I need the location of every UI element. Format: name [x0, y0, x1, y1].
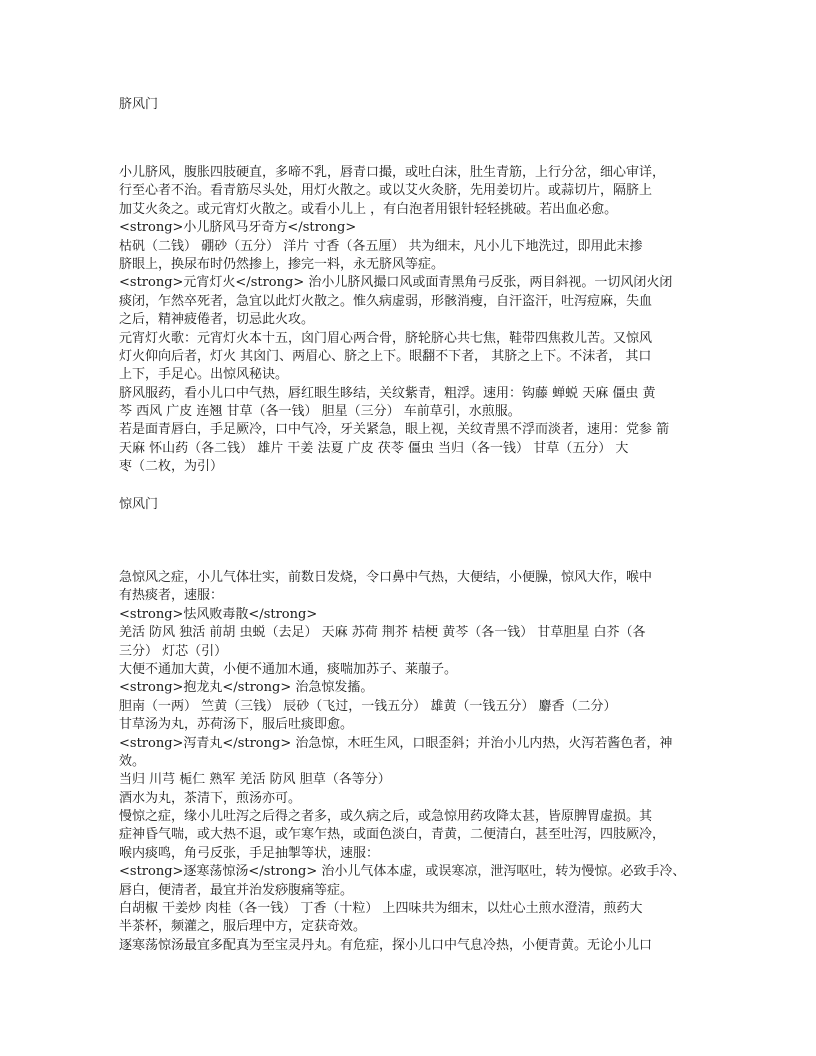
- text-line: 酒水为丸，茶清下，煎汤亦可。: [119, 790, 302, 806]
- text-line: 慢惊之症，缘小儿吐泻之后得之者多，或久病之后，或急惊用药攻降太甚，皆原脾胃虚损。其: [119, 809, 653, 825]
- text-line: 唇白，便清者，最宜并治发痧腹痛等症。: [119, 882, 354, 898]
- text-line: 逐寒荡惊汤最宜多配真为至宝灵丹丸。有危症，探小儿口中气息冷热，小便青黄。无论小儿口: [119, 937, 653, 953]
- text-line: 白胡椒 干姜炒 肉桂（各一钱） 丁香（十粒） 上四味共为细末，以灶心土煎水澄清，煎药大: [119, 901, 643, 917]
- text-line: 效。: [119, 753, 146, 769]
- text-line: <strong>小儿脐风马牙奇方</strong>: [119, 220, 357, 236]
- text-line: 若是面青唇白，手足厥冷，口中气冷，牙关紧急，眼上视，关纹青黑不浮而淡者，速用：党参 箭: [119, 422, 670, 438]
- text-line: 加艾火灸之。或元宵灯火散之。或看小儿上 ，有白泡者用银针轻轻挑破。若出血必愈。: [119, 201, 618, 217]
- text-line: 枯矾（二钱） 硼砂（五分） 洋片 寸香（各五厘） 共为细末，凡小儿下地洗过，即用此末掺: [119, 238, 643, 254]
- text-line: 痰闭，乍然卒死者，急宜以此灯火散之。惟久病虚弱，形骸消瘦，自汗盗汗，吐泻痘麻，失血: [119, 293, 653, 309]
- text-line: 喉内痰鸣，角弓反张，手足抽掣等状，速服：: [119, 845, 380, 861]
- text-line: 甘草汤为丸，苏荷汤下，服后吐痰即愈。: [119, 717, 354, 733]
- text-line: 上下，手足心。出惊风秘诀。: [119, 367, 289, 383]
- text-line: 元宵灯火歌：元宵灯火本十五，囟门眉心两合骨，脐轮脐心共七焦，鞋带四焦救儿苦。又惊风: [119, 330, 653, 346]
- text-line: 胆南（一两） 竺黄（三钱） 辰砂（飞过，一钱五分） 雄黄（一钱五分） 麝香（二分）: [119, 698, 617, 714]
- text-line: 小儿脐风，腹胀四肢硬直，多啼不乳，唇青口撮，或吐白沫，肚生青筋，上行分岔，细心审详，: [119, 165, 666, 180]
- text-line: 之后，精神疲倦者，切忌此火攻。: [119, 312, 315, 328]
- text-line: 急惊风之症，小儿气体壮实，前数日发烧，令口鼻中气热，大便结，小便臊，惊风大作，喉中: [119, 570, 653, 585]
- section-body-qifeng: [119, 164, 719, 477]
- text-line: <strong>泻青丸</strong> 治急惊，木旺生风，口眼歪斜；并治小儿内热，火泻若酱色者，神: [119, 735, 673, 751]
- section-heading-jingfeng: 惊风门: [119, 497, 159, 512]
- text-line: 枣（二枚，为引）: [119, 459, 224, 475]
- text-line: 天麻 怀山药（各二钱） 雄片 干姜 法夏 广皮 茯苓 僵虫 当归（各一钱） 甘草（五分） 大: [119, 440, 629, 456]
- text-line: 灯火仰向后者，灯火 其囟门、两眉心、脐之上下。眼翻不下者， 其脐之上下。不沫者， 其口: [119, 348, 652, 364]
- text-line: 羌活 防风 独活 前胡 虫蜕（去足） 天麻 苏荷 荆芥 桔梗 黄芩（各一钱） 甘草胆星 白芥（各: [119, 625, 646, 641]
- text-line: 行至心者不治。看青筋尽头处，用灯火散之。或以艾火灸脐，先用姜切片。或蒜切片，隔脐上: [119, 183, 653, 199]
- text-line: 大便不通加大黄，小便不通加木通，痰喘加苏子、莱菔子。: [119, 661, 458, 677]
- text-line: 半茶杯，频灌之，服后理中方，定获奇效。: [119, 919, 367, 935]
- text-line: 脐风服药，看小儿口中气热，唇红眼生眵结，关纹紫青，粗浮。速用：钩藤 蝉蜕 天麻 僵虫 黄: [119, 385, 656, 401]
- text-line: 脐眼上，换尿布时仍然掺上，掺完一料，永无脐风等症。: [119, 256, 445, 272]
- text-line: <strong>逐寒荡惊汤</strong> 治小儿气体本虚，或误寒凉，泄泻呕吐，转为慢惊。必致手冷、: [119, 864, 686, 880]
- section-body-jingfeng: [119, 569, 719, 955]
- text-line: 当归 川芎 栀仁 熟军 羌活 防风 胆草（各等分）: [119, 772, 391, 788]
- text-line: 三分） 灯芯（引）: [119, 643, 228, 659]
- text-line: <strong>抱龙丸</strong> 治急惊发搐。: [119, 680, 374, 696]
- text-line: 症神昏气喘，或大热不退，或乍寒乍热，或面色淡白，青黄，二便清白，甚至吐泻，四肢厥冷，: [119, 827, 666, 843]
- text-line: <strong>怯风败毒散</strong>: [119, 606, 318, 622]
- section-heading-qifeng: 脐风门: [119, 97, 159, 112]
- text-line: <strong>元宵灯火</strong> 治小儿脐风撮口风或面青黑角弓反张，两目斜视。一切风闭火闭: [119, 275, 673, 291]
- text-line: 有热痰者，速服：: [119, 588, 224, 604]
- text-line: 芩 西风 广皮 连翘 甘草（各一钱） 胆星（三分） 车前草引，水煎服。: [119, 404, 521, 420]
